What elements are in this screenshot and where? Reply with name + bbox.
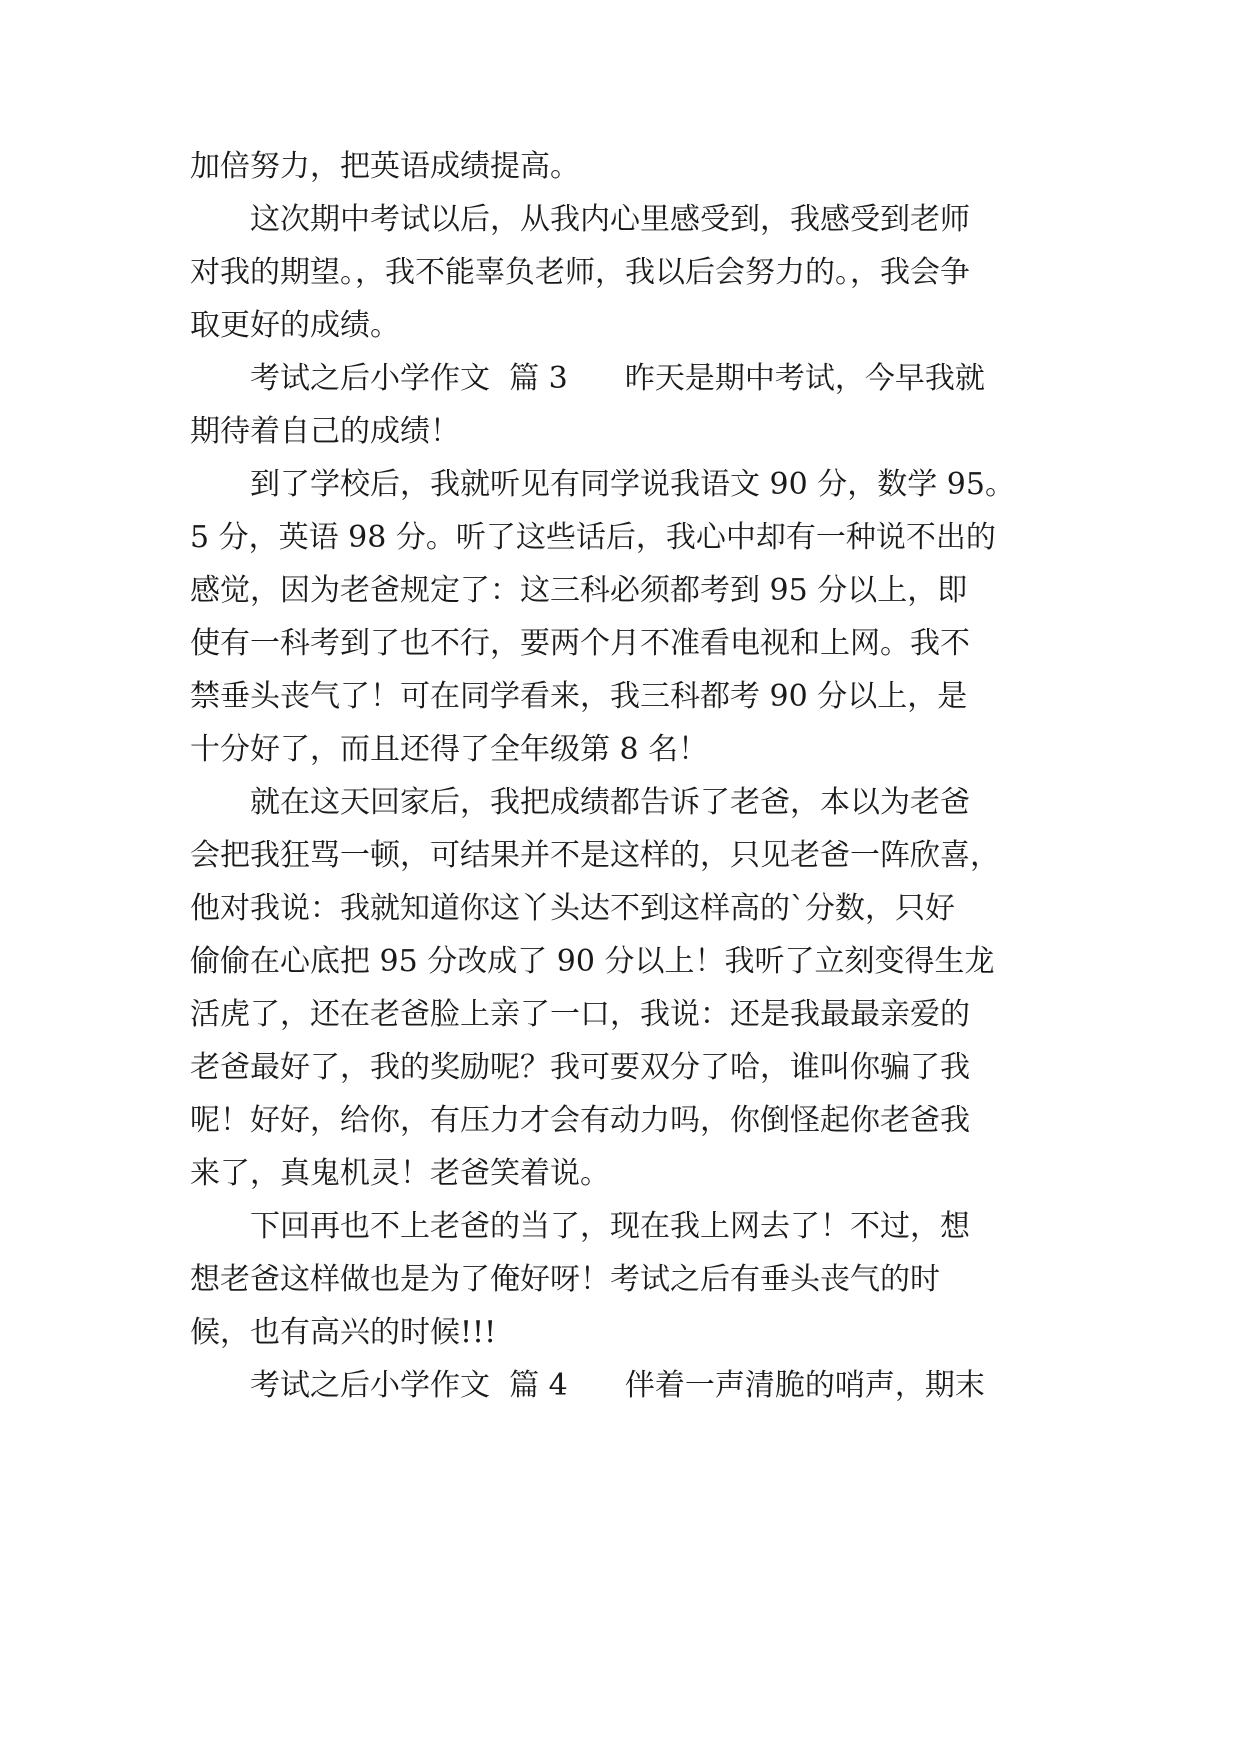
text-line: 5 分，英语 98 分。听了这些话后，我心中却有一种说不出的 — [190, 520, 996, 555]
text-line: 加倍努力，把英语成绩提高。 — [190, 149, 580, 184]
text-line: 想老爸这样做也是为了俺好呀！考试之后有垂头丧气的时 — [190, 1262, 940, 1297]
text-line: 他对我说：我就知道你这丫头达不到这样高的`分数，只好 — [190, 891, 955, 926]
text-line: 下回再也不上老爸的当了，现在我上网去了！不过，想 — [250, 1209, 970, 1244]
text-line: 这次期中考试以后，从我内心里感受到，我感受到老师 — [250, 202, 970, 237]
section-heading-line: 考试之后小学作文 篇 4 伴着一声清脆的哨声，期末 — [250, 1368, 985, 1403]
text-line: 十分好了，而且还得了全年级第 8 名！ — [190, 732, 709, 767]
text-line: 偷偷在心底把 95 分改成了 90 分以上！我听了立刻变得生龙 — [190, 944, 995, 979]
text-line: 老爸最好了，我的奖励呢？我可要双分了哈，谁叫你骗了我 — [190, 1050, 970, 1085]
text-line: 禁垂头丧气了！可在同学看来，我三科都考 90 分以上，是 — [190, 679, 968, 714]
text-line: 感觉，因为老爸规定了：这三科必须都考到 95 分以上，即 — [190, 573, 968, 608]
text-line: 活虎了，还在老爸脸上亲了一口，我说：还是我最最亲爱的 — [190, 997, 970, 1032]
text-line: 会把我狂骂一顿，可结果并不是这样的，只见老爸一阵欣喜， — [190, 838, 1000, 873]
text-line: 取更好的成绩。 — [190, 308, 400, 343]
text-line: 期待着自己的成绩！ — [190, 414, 460, 449]
section-heading-line: 考试之后小学作文 篇 3 昨天是期中考试，今早我就 — [250, 361, 985, 396]
text-line: 使有一科考到了也不行，要两个月不准看电视和上网。我不 — [190, 626, 970, 661]
text-line: 候，也有高兴的时候!!! — [190, 1315, 497, 1350]
text-line: 对我的期望。，我不能辜负老师，我以后会努力的。，我会争 — [190, 255, 970, 290]
text-line: 来了，真鬼机灵！老爸笑着说。 — [190, 1156, 610, 1191]
text-line: 呢！好好，给你，有压力才会有动力吗，你倒怪起你老爸我 — [190, 1103, 970, 1138]
text-line: 到了学校后，我就听见有同学说我语文 90 分，数学 95。 — [250, 467, 1015, 502]
text-line: 就在这天回家后，我把成绩都告诉了老爸，本以为老爸 — [250, 785, 970, 820]
